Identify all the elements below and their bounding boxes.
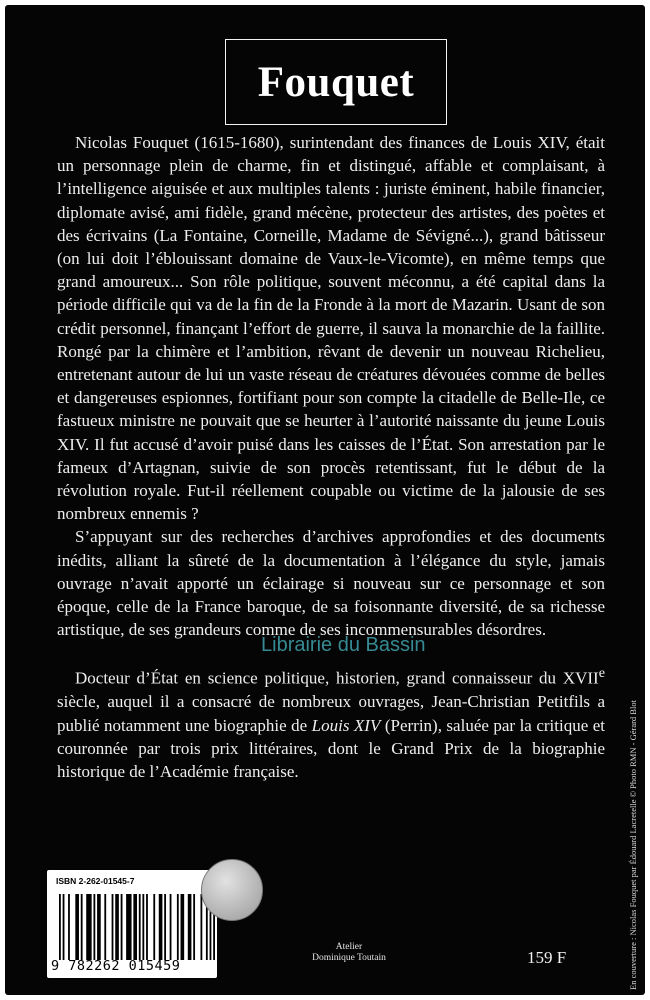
publisher-imprint (301, 942, 397, 964)
barcode-bar (146, 894, 148, 960)
barcode-bar (126, 894, 131, 960)
barcode-bar (142, 894, 144, 960)
century-superscript: e (598, 665, 605, 682)
barcode-bar (177, 894, 179, 960)
barcode-bar (193, 894, 195, 960)
publisher-line-2: Dominique Toutain (312, 953, 386, 963)
publisher-line-1: Atelier (335, 942, 363, 952)
title-frame (225, 39, 447, 125)
barcode-bar (104, 894, 106, 960)
back-cover (5, 5, 645, 995)
barcode-bar (164, 894, 166, 960)
barcode-bar (181, 894, 185, 960)
ean-number: 9 782262 015459 (51, 958, 181, 974)
barcode-bar (86, 894, 91, 960)
blurb (57, 131, 605, 783)
barcode-bar (170, 894, 172, 960)
author-book-title: Louis XIV (311, 715, 381, 735)
barcode-bar (159, 894, 163, 960)
barcode-bar (153, 894, 155, 960)
barcode-bar (188, 894, 192, 960)
barcode-bar (115, 894, 119, 960)
author-bio-part3: (Perrin), saluée par la critique et couronnée par trois prix littéraires, dont le Grand Prix de la biographie historique de l’Académie française. (57, 715, 605, 781)
barcode-label (47, 870, 217, 978)
barcode-bar (121, 894, 123, 960)
author-bio-part2: siècle, auquel il a consacré de nombreux ouvrages, Jean-Christian Petitfils a publié notamment une biographie de (57, 692, 605, 735)
book-title: Fouquet (257, 58, 415, 106)
barcode-bar (81, 894, 83, 960)
barcode-bar (200, 894, 202, 960)
barcode-bar (133, 894, 137, 960)
barcode-bar (68, 894, 70, 960)
price: 159 F (527, 948, 567, 967)
isbn-number: ISBN 2-262-01545-7 (56, 876, 135, 886)
round-sticker (201, 859, 263, 921)
cover-photo-credit: En couverture : Nicolas Fouquet par Édouard Lacretelle © Photo RMN - Gérard Blot (628, 700, 638, 990)
barcode-bar (93, 894, 95, 960)
author-bio (57, 662, 605, 783)
blurb-paragraph-summary: Nicolas Fouquet (1615-1680), surintendant des finances de Louis XIV, était un personnage plein de charme, fin et distingué, affable et complaisant, à l’intelligence aiguisée et aux multiples talents : juriste éminent, habile financier, diplomate avisé, ami fidèle, grand mécène, protecteur des artistes, des poètes et des écrivains (La Fontaine, Corneille, Madame de Sévigné...), grand bâtisseur (on lui doit l’éblouissant domaine de Vaux-le-Vicomte), en même temps que grand amoureux... Son rôle politique, souvent méconnu, a été capital dans la période difficile qui va de la fin de la Fronde à la mort de Mazarin. Usant de son crédit personnel, finançant l’effort de guerre, il sauva la monarchie de la faillite. Rongé par la chimère et l’ambition, rêvant de devenir un nouveau Richelieu, entretenant autour de lui un vaste réseau de créatures dévouées comme de belles et dangereuses espionnes, fortifiant pour son compte la citadelle de Belle-Ile, ce fastueux ministre ne pouvait que se heurter à l’autorité naissante du jeune Louis XIV. Il fut accusé d’avoir puisé dans les caisses de l’État. Son arrestation par le fameux d’Artagnan, suivie de son procès retentissant, fut le début de la révolution royale. Fut-il réellement coupable ou victime de la jalousie de ses nombreux ennemis ? (57, 133, 605, 524)
barcode-bar (59, 894, 61, 960)
barcode-bar (75, 894, 79, 960)
author-bio-part1: Docteur d’État en science politique, historien, grand connaisseur du XVII (75, 669, 599, 689)
barcode-bar (112, 894, 114, 960)
barcode-bars (59, 894, 215, 960)
barcode-bar (97, 894, 101, 960)
barcode-bar (139, 894, 141, 960)
blurb-paragraph-praise: S’appuyant sur des recherches d’archives approfondies et des documents inédits, alliant la sûreté de la documentation à l’élégance du style, jamais ouvrage n’avait apporté un éclairage si nouveau sur ce personnage et son époque, celle de la France baroque, de sa foisonnante diversité, de sa richesse artistique, de ses grandeurs comme de ses incommensurables désordres. (57, 527, 605, 640)
bookseller-watermark: Librairie du Bassin (261, 634, 426, 656)
barcode-bar (63, 894, 65, 960)
